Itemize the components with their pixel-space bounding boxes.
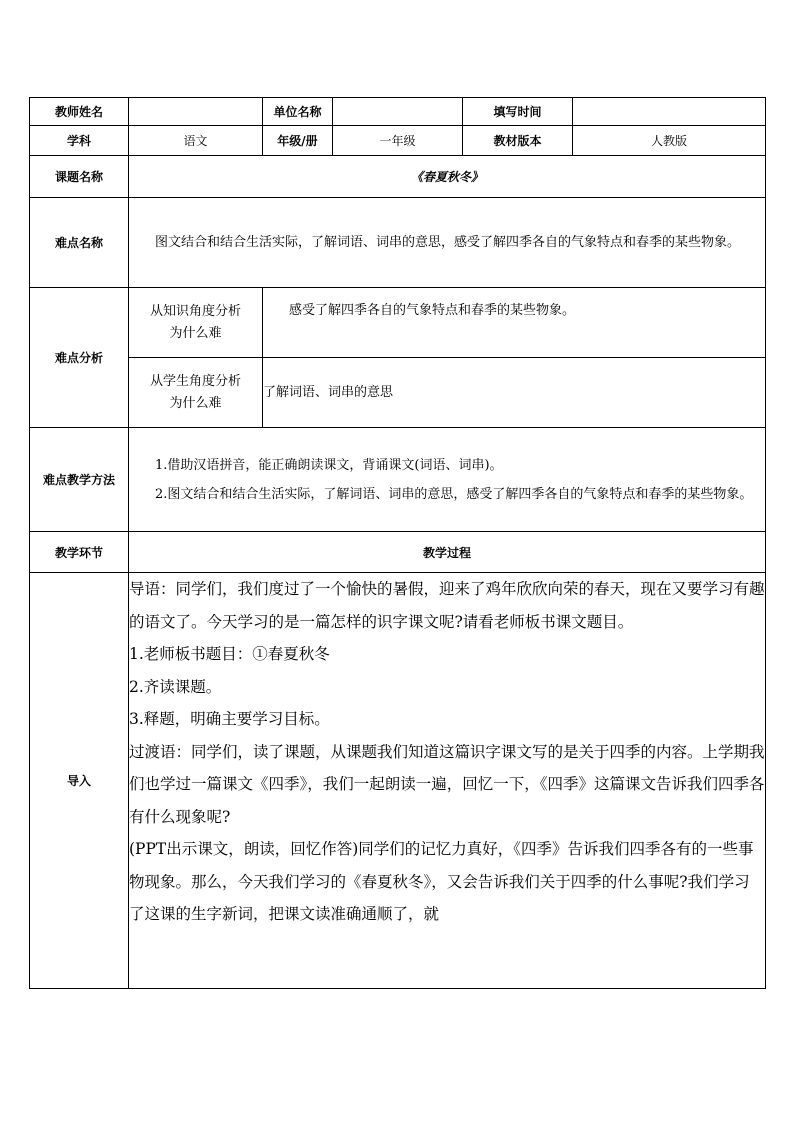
header-row [30,98,766,126]
unit-name-label: 单位名称 [263,98,333,126]
student-analysis-label-line1: 从学生角度分析 [149,373,241,389]
method-item-2: 2.图文结合和结合生活实际，了解词语、词串的意思，感受了解四季各自的气象特点和春季的某些物象。 [155,486,753,502]
student-analysis-label-line2: 为什么难 [169,395,222,411]
difficulty-label: 难点名称 [30,198,129,288]
analysis-student-row [30,358,766,428]
grade-value: 一年级 [333,126,463,156]
lesson-title-label: 课题名称 [30,156,129,198]
difficulty-text: 图文结合和结合生活实际，了解词语、词串的意思，感受了解四季各自的气象特点和春季的某些物象。 [129,198,766,288]
method-text [129,428,766,532]
edition-label: 教材版本 [463,126,573,156]
method-row [30,428,766,532]
teacher-name-label: 教师姓名 [30,98,129,126]
intro-paragraph-5: 过渡语：同学们，读了课题，从课题我们知道这篇识字课文写的是关于四季的内容。上学期我们也学过一篇课文《四季》，我们一起朗读一遍，回忆一下，《四季》这篇课文告诉我们四季各有什么现象呢? [129,742,765,826]
analysis-label: 难点分析 [30,288,129,428]
intro-paragraph-4: 3.释题，明确主要学习目标。 [129,710,330,728]
intro-paragraph-3: 2.齐读课题。 [129,677,222,696]
lesson-plan-table [29,97,766,989]
fill-time-field[interactable] [573,98,766,126]
subject-value: 语文 [129,126,263,156]
student-analysis-text: 了解词语、词串的意思 [263,358,766,428]
method-item-1: 1.借助汉语拼音，能正确朗读课文，背诵课文(词语、词串)。 [155,457,503,473]
unit-name-field[interactable] [333,98,463,126]
intro-paragraph-2: 1.老师板书题目：①春夏秋冬 [129,645,330,663]
lesson-title-value: 《春夏秋冬》 [129,156,766,198]
intro-row [30,573,766,989]
knowledge-analysis-label-line2: 为什么难 [169,325,222,341]
method-label: 难点教学方法 [30,428,129,532]
analysis-knowledge-row [30,288,766,358]
intro-content [129,573,766,989]
student-analysis-label [129,358,263,428]
difficulty-row [30,198,766,288]
knowledge-analysis-label-line1: 从知识角度分析 [149,303,241,319]
stage-header: 教学环节 [30,532,129,573]
grade-label: 年级/册 [263,126,333,156]
edition-value: 人教版 [573,126,766,156]
subject-label: 学科 [30,126,129,156]
process-header-row [30,532,766,573]
knowledge-analysis-label [129,288,263,358]
intro-paragraph-1: 导语：同学们，我们度过了一个愉快的暑假，迎来了鸡年欣欣向荣的春天，现在又要学习有趣的语文了。今天学习的是一篇怎样的识字课文呢?请看老师板书课文题目。 [129,580,765,631]
info-row [30,126,766,156]
intro-paragraph-6: (PPT出示课文，朗读，回忆作答)同学们的记忆力真好，《四季》告诉我们四季各有的一些事物现象。那么，今天我们学习的《春夏秋冬》，又会告诉我们关于四季的什么事呢?我们学习了这课的生字新词，把课文读准确通顺了，就 [129,840,754,923]
intro-label: 导入 [30,573,129,989]
fill-time-label: 填写时间 [463,98,573,126]
process-header: 教学过程 [129,532,766,573]
teacher-name-field[interactable] [129,98,263,126]
lesson-title-row [30,156,766,198]
knowledge-analysis-text: 感受了解四季各自的气象特点和春季的某些物象。 [263,288,766,358]
